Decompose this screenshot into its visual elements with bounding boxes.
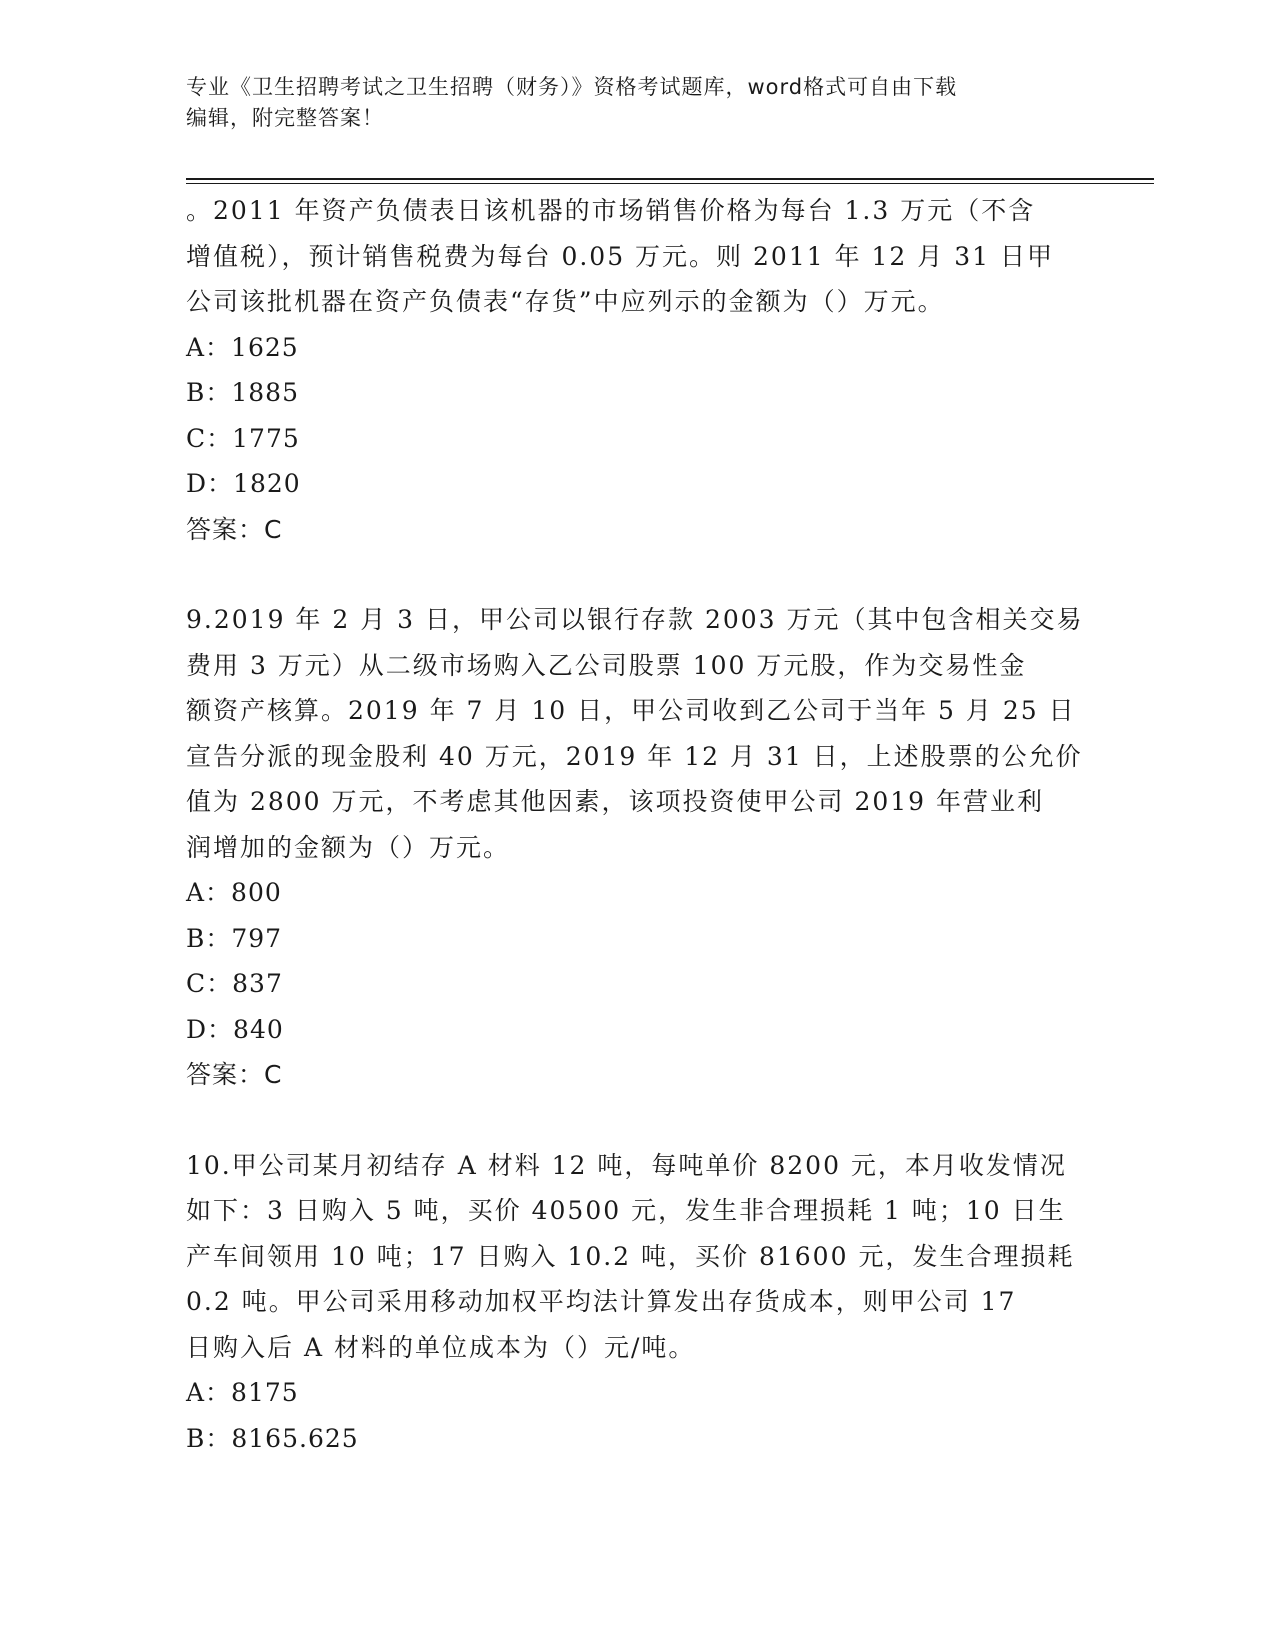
page-header [186,72,1086,134]
header-rule-thick [186,178,1154,180]
option-a: A：8175 [186,1378,299,1407]
question-list [186,188,1086,1461]
answer-line: 答案：C [186,514,283,544]
question-text-line: 费用 3 万元）从二级市场购入乙公司股票 100 万元股，作为交易性金 [186,650,1027,680]
spacer [186,1098,1086,1143]
question-text-line: 日购入后 A 材料的单位成本为（）元/吨。 [186,1332,696,1362]
header-rule-thin [186,183,1154,184]
question-text-line: 10.甲公司某月初结存 A 材料 12 吨，每吨单价 8200 元，本月收发情况 [186,1150,1067,1180]
question-text-line: 0.2 吨。甲公司采用移动加权平均法计算发出存货成本，则甲公司 17 [186,1287,1017,1316]
question-block [186,597,1086,1098]
answer-line: 答案：C [186,1060,283,1089]
question-block [186,188,1086,552]
question-text-line: 产车间领用 10 吨；17 日购入 10.2 吨，买价 81600 元，发生合理损耗 [186,1241,1075,1271]
question-block [186,1143,1086,1462]
question-text-line: 宣告分派的现金股利 40 万元，2019 年 12 月 31 日，上述股票的公允价 [186,741,1083,771]
option-b: B：1885 [186,378,299,407]
question-text-line: 额资产核算。2019 年 7 月 10 日，甲公司收到乙公司于当年 5 月 25 日 [186,696,1076,725]
question-text-line: 润增加的金额为（）万元。 [186,832,511,862]
option-a: A：1625 [186,332,299,362]
header-line-1: 专业《卫生招聘考试之卫生招聘（财务）》资格考试题库，word格式可自由下载 [186,75,958,99]
question-text-line: 增值税），预计销售税费为每台 0.05 万元。则 2011 年 12 月 31 日甲 [186,241,1054,271]
spacer [186,552,1086,597]
header-line-2: 编辑，附完整答案！ [186,106,384,130]
option-b: B：8165.625 [186,1423,359,1453]
option-d: D：1820 [186,469,301,498]
question-text-line: 。2011 年资产负债表日该机器的市场销售价格为每台 1.3 万元（不含 [186,196,1036,225]
option-d: D：840 [186,1014,284,1044]
option-c: C：1775 [186,423,300,453]
option-b: B：797 [186,923,283,953]
option-c: C：837 [186,969,283,998]
question-text-line: 如下：3 日购入 5 吨，买价 40500 元，发生非合理损耗 1 吨；10 日生 [186,1196,1066,1225]
question-text-line: 公司该批机器在资产负债表“存货”中应列示的金额为（）万元。 [186,287,945,316]
question-text-line: 9.2019 年 2 月 3 日，甲公司以银行存款 2003 万元（其中包含相关交易 [186,605,1084,634]
question-text-line: 值为 2800 万元，不考虑其他因素，该项投资使甲公司 2019 年营业利 [186,787,1045,816]
option-a: A：800 [186,878,282,907]
